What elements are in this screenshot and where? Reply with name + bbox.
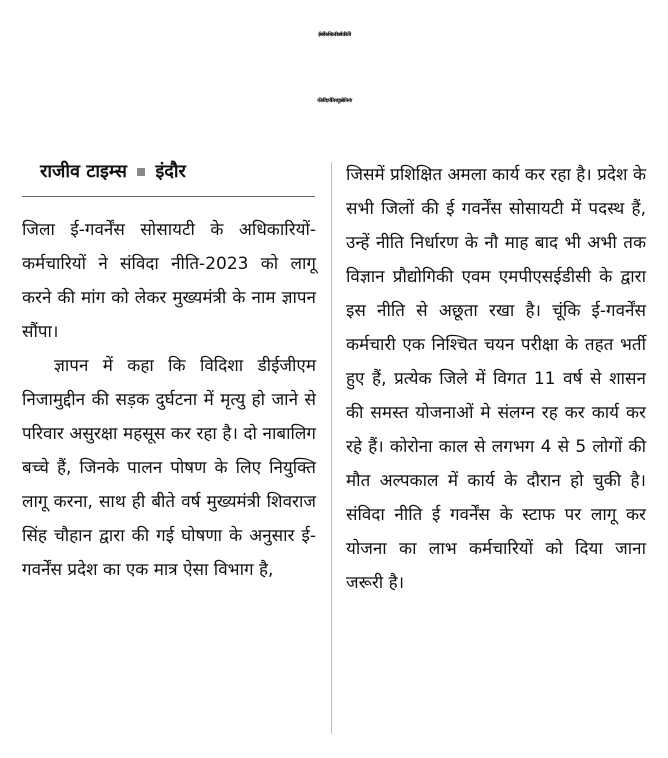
byline-rule	[22, 196, 315, 197]
byline-source: राजीव टाइम्स	[40, 161, 127, 182]
article-column-right	[346, 158, 646, 600]
article-paragraph-1: जिला ई-गवर्नेंस सोसायटी के अधिकारियों-कर्मचारियों ने संविदा नीति-2023 को लागू करने की मांग को लेकर मुख्यमंत्री के नाम ज्ञापन सौंपा।	[22, 220, 316, 342]
article-column-left	[22, 213, 316, 587]
byline-separator	[137, 168, 145, 176]
byline	[40, 160, 316, 184]
article-paragraph-3: जिसमें प्रशिक्षित अमला कार्य कर रहा है। प्रदेश के सभी जिलों की ई गवर्नेंस सोसायटी में पदस्थ हैं, उन्हें नीति निर्धारण के नौ माह बाद भी अभी तक विज्ञान प्रौद्योगिकी एवम एमपीएसईडीसी के द्वारा इस नीति से अछूता रखा है। चूंकि ई-गवर्नेंस कर्मचारी एक निश्चित चयन परीक्षा के तहत भर्ती हुए हैं, प्रत्येक जिले में विगत 11 वर्ष से शासन की समस्त योजनाओं मे संलग्न रह कर कार्य कर रहे हैं। कोरोना काल से लगभग 4 से 5 लोगों की मौत अल्पकाल में कार्य के दौरान हो चुकी है। संविदा नीति ई गवर्नेंस के स्टाफ पर लागू कर योजना का लाभ कर्मचारियों को दिया जाना जरूरी है।	[346, 165, 646, 593]
headline-line-1: ई-गवर्नेंस अधिकारी-कर्मचारियों ने	[318, 32, 350, 38]
article-paragraph-2: ज्ञापन में कहा कि विदिशा डीईजीएम निजामुद्दीन की सड़क दुर्घटना में मृत्यु हो जाने से परिवार असुरक्षा महसूस कर रहा है। दो नाबालिग बच्चे हैं, जिनके पालन पोषण के लिए नियुक्ति लागू करना, साथ ही बीते वर्ष मुख्यमंत्री शिवराज सिंह चौहान द्वारा की गई घोषणा के अनुसार ई-गवर्नेंस प्रदेश का एक मात्र ऐसा विभाग है,	[22, 356, 316, 580]
byline-city: इंदौर	[155, 161, 186, 182]
headline	[0, 2, 668, 134]
column-divider	[331, 162, 332, 734]
headline-line-2: की संविदा नीति लागू करने की मांग	[317, 98, 351, 104]
